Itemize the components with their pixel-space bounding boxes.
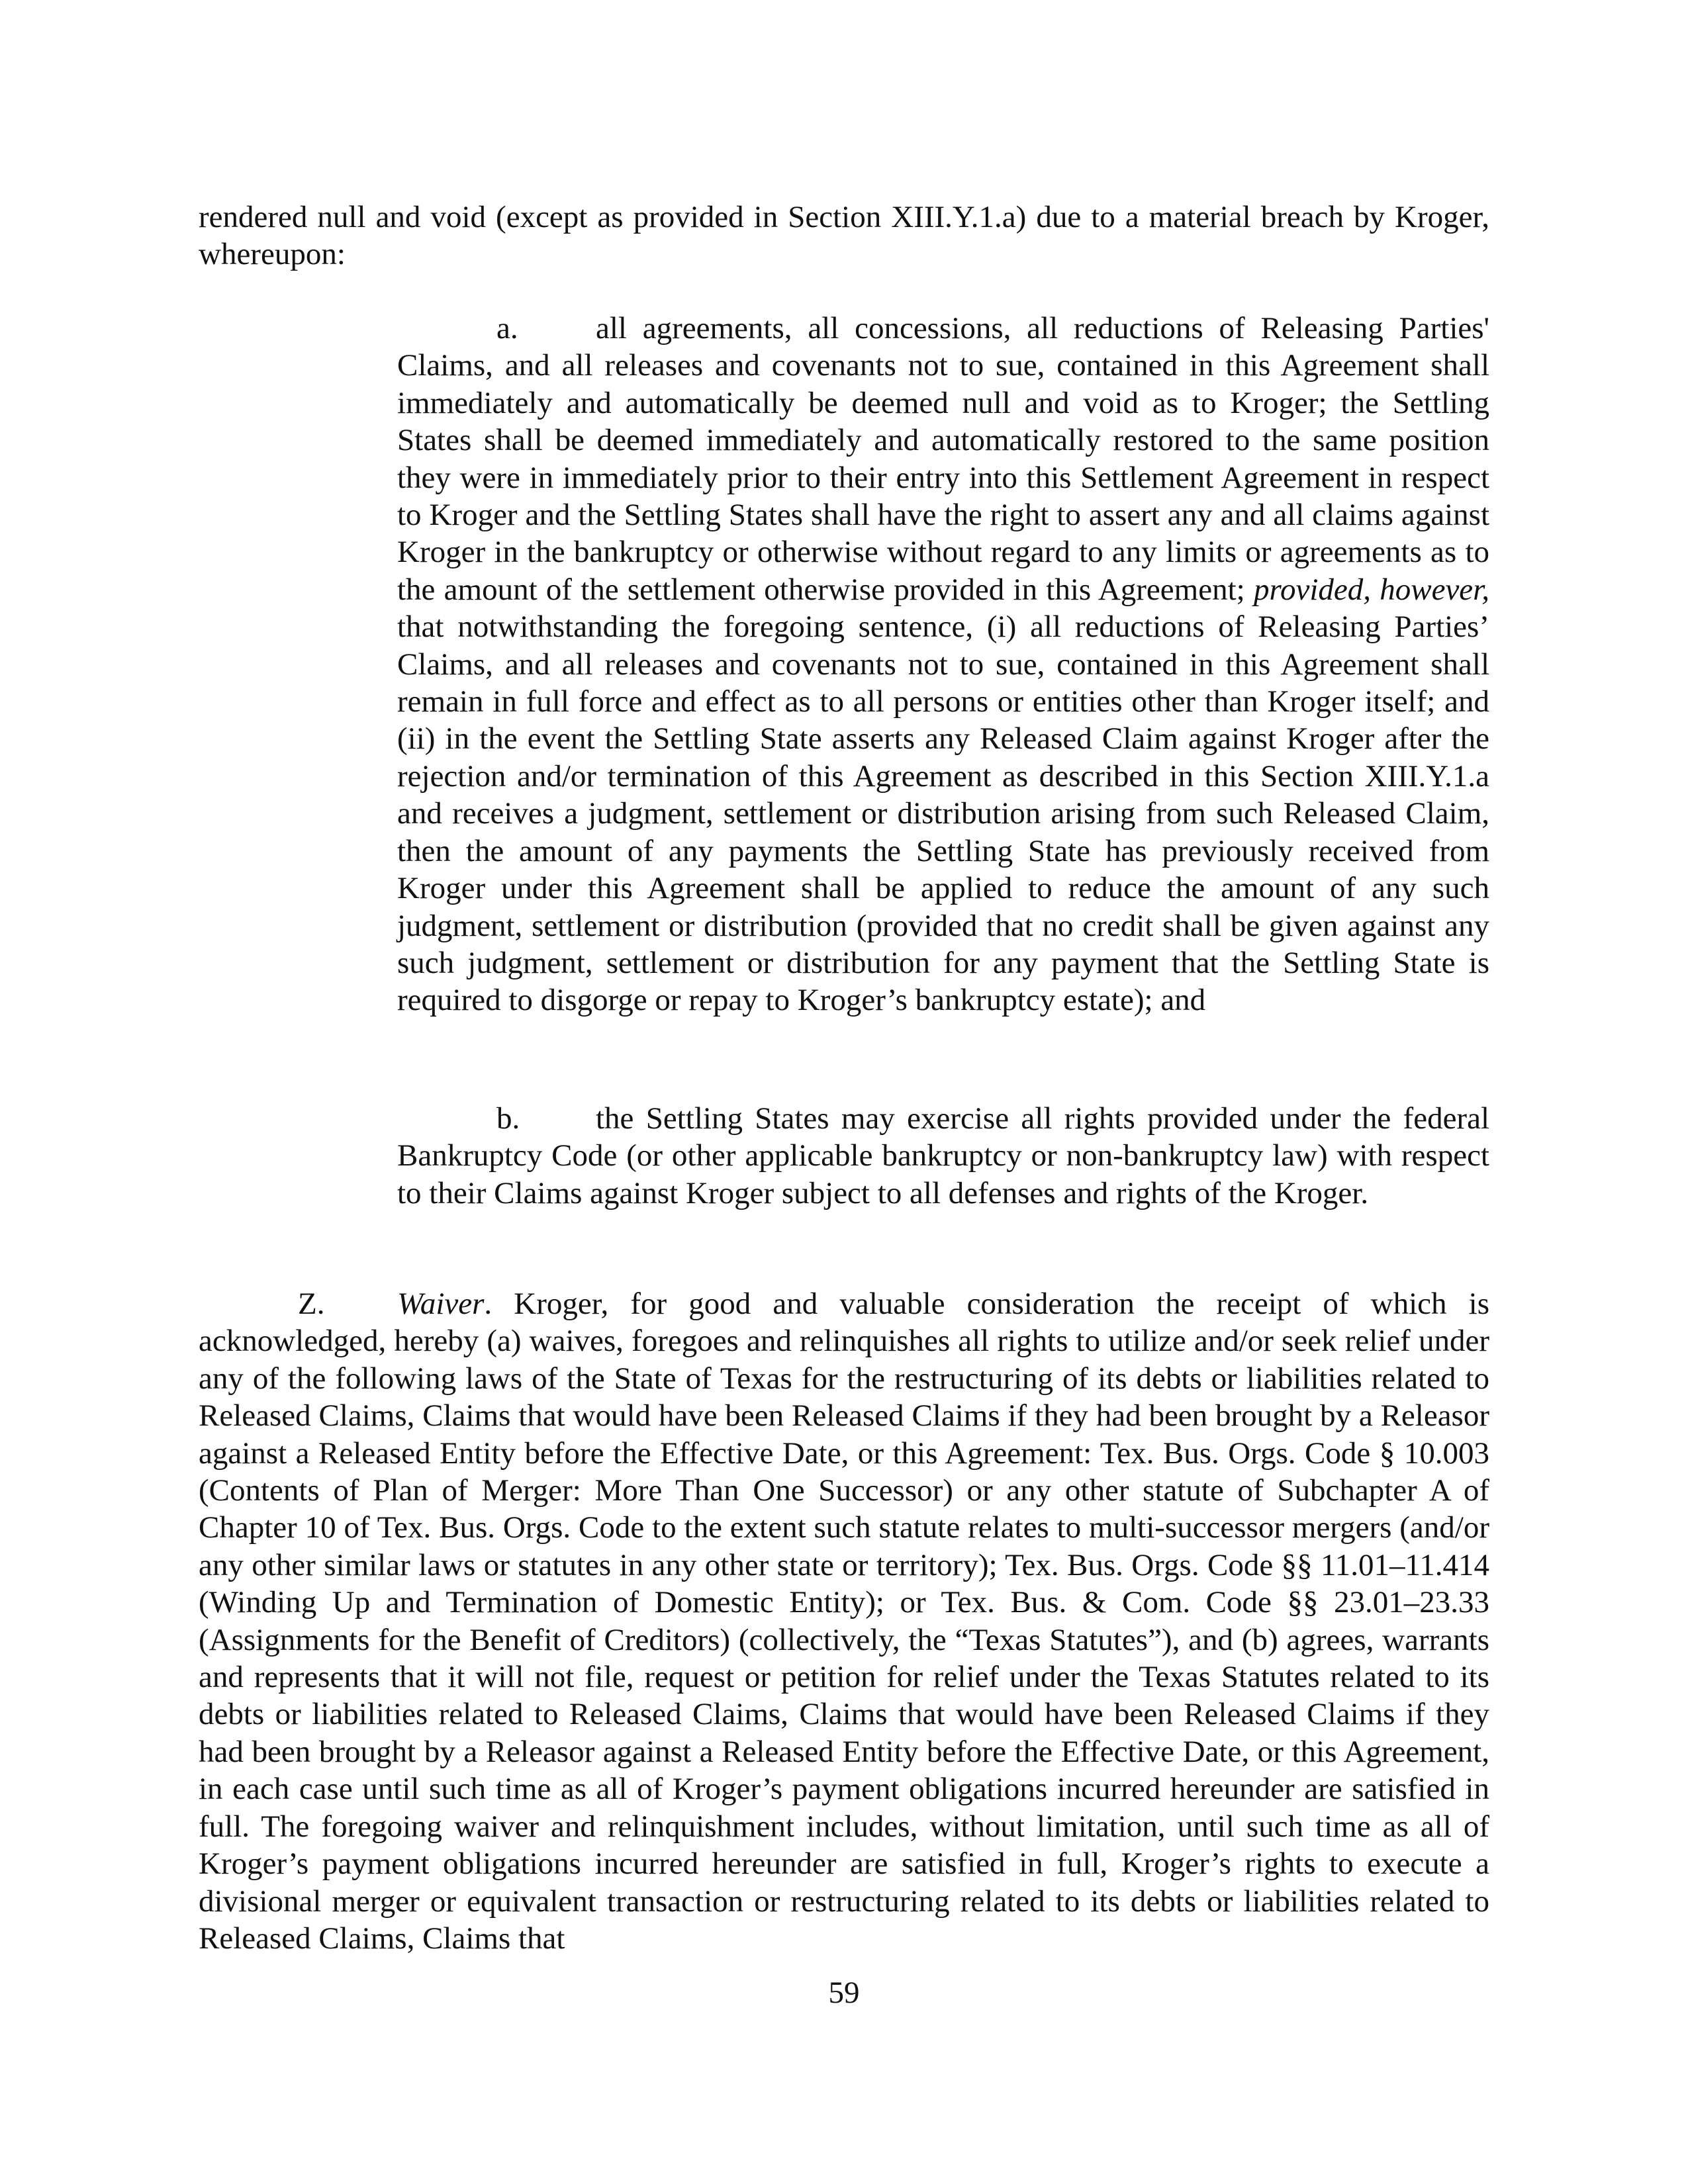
section-z-text: . Kroger, for good and valuable consideration the receipt of which is acknowledged, hereby (a) waives, foregoes and relinquishes all rights to utilize and/or seek relief under any of the following laws of the State of Texas for the restructuring of its debts or liabilities related to Released Claims, Claims that would have been Released Claims if they had been brought by a Releasor against a Released Entity before the Effective Date, or this Agreement: Tex. Bus. Orgs. Code § 10.003 (Contents of Plan of Merger: More Than One Successor) or any other statute of Subchapter A of Chapter 10 of Tex. Bus. Orgs. Code to the extent such statute relates to multi-successor mergers (and/or any other similar laws or statutes in any other state or territory); Tex. Bus. Orgs. Code §§ 11.01–11.414 (Winding Up and Termination of Domestic Entity); or Tex. Bus. & Com. Code §§ 23.01–23.33 (Assignments for the Benefit of Creditors) (collectively, the “Texas Statutes”), and (b) agrees, warrants and represents that it will not file, request or petition for relief under the Texas Statutes related to its debts or liabilities related to Released Claims, Claims that would have been Released Claims if they had been brought by a Releasor against a Released Entity before the Effective Date, or this Agreement, in each case until such time as all of Kroger’s payment obligations incurred hereunder are satisfied in full. The foregoing waiver and relinquishment includes, without limitation, until such time as all of Kroger’s payment obligations incurred hereunder are satisfied in full, Kroger’s rights to execute a divisional merger or equivalent transaction or restructuring related to its debts or liabilities related to Released Claims, Claims that <box>199 1287 1489 1956</box>
subparagraph-b-text: the Settling States may exercise all rights provided under the federal Bankruptcy Code (or other applicable bankruptcy or non-bankruptcy law) with respect to their Claims against Kroger subject to all defenses and rights of the Kroger. <box>397 1101 1489 1210</box>
subparagraph-b-marker: b. <box>496 1101 520 1136</box>
lead-paragraph: rendered null and void (except as provided in Section XIII.Y.1.a) due to a material breach by Kroger, whereupon: <box>199 200 1489 272</box>
subparagraph-a-text-1: all agreements, all concessions, all reductions of Releasing Parties' Claims, and all releases and covenants not to sue, contained in this Agreement shall immediately and automatically be deemed null and void as to Kroger; the Settling States shall be deemed immediately and automatically restored to the same position they were in immediately prior to their entry into this Settlement Agreement in respect to Kroger and the Settling States shall have the right to assert any and all claims against Kroger in the bankruptcy or otherwise without regard to any limits or agreements as to the amount of the settlement otherwise provided in this Agreement; <box>397 311 1489 607</box>
page-number: 59 <box>828 1976 860 2010</box>
section-z-marker: Z. <box>298 1287 325 1321</box>
subparagraph-a-text-2: that notwithstanding the foregoing sentence, (i) all reductions of Releasing Parties’ Claims, and all releases and covenants not to sue, contained in this Agreement shall remain in full force and effect as to all persons or entities other than Kroger itself; and (ii) in the event the Settling State asserts any Released Claim against Kroger after the rejection and/or termination of this Agreement as described in this Section XIII.Y.1.a and receives a judgment, settlement or distribution arising from such Released Claim, then the amount of any payments the Settling State has previously received from Kroger under this Agreement shall be applied to reduce the amount of any such judgment, settlement or distribution (provided that no credit shall be given against any such judgment, settlement or distribution for any payment that the Settling State is required to disgorge or repay to Kroger’s bankruptcy estate); and <box>397 610 1489 1018</box>
subparagraph-a <box>397 310 1489 1019</box>
subparagraph-b <box>397 1100 1489 1212</box>
subparagraph-a-marker: a. <box>496 311 518 345</box>
subparagraph-a-emphasis: provided, however, <box>1253 572 1490 607</box>
section-z-heading: Waiver <box>397 1287 485 1321</box>
section-z-paragraph <box>199 1285 1489 1957</box>
